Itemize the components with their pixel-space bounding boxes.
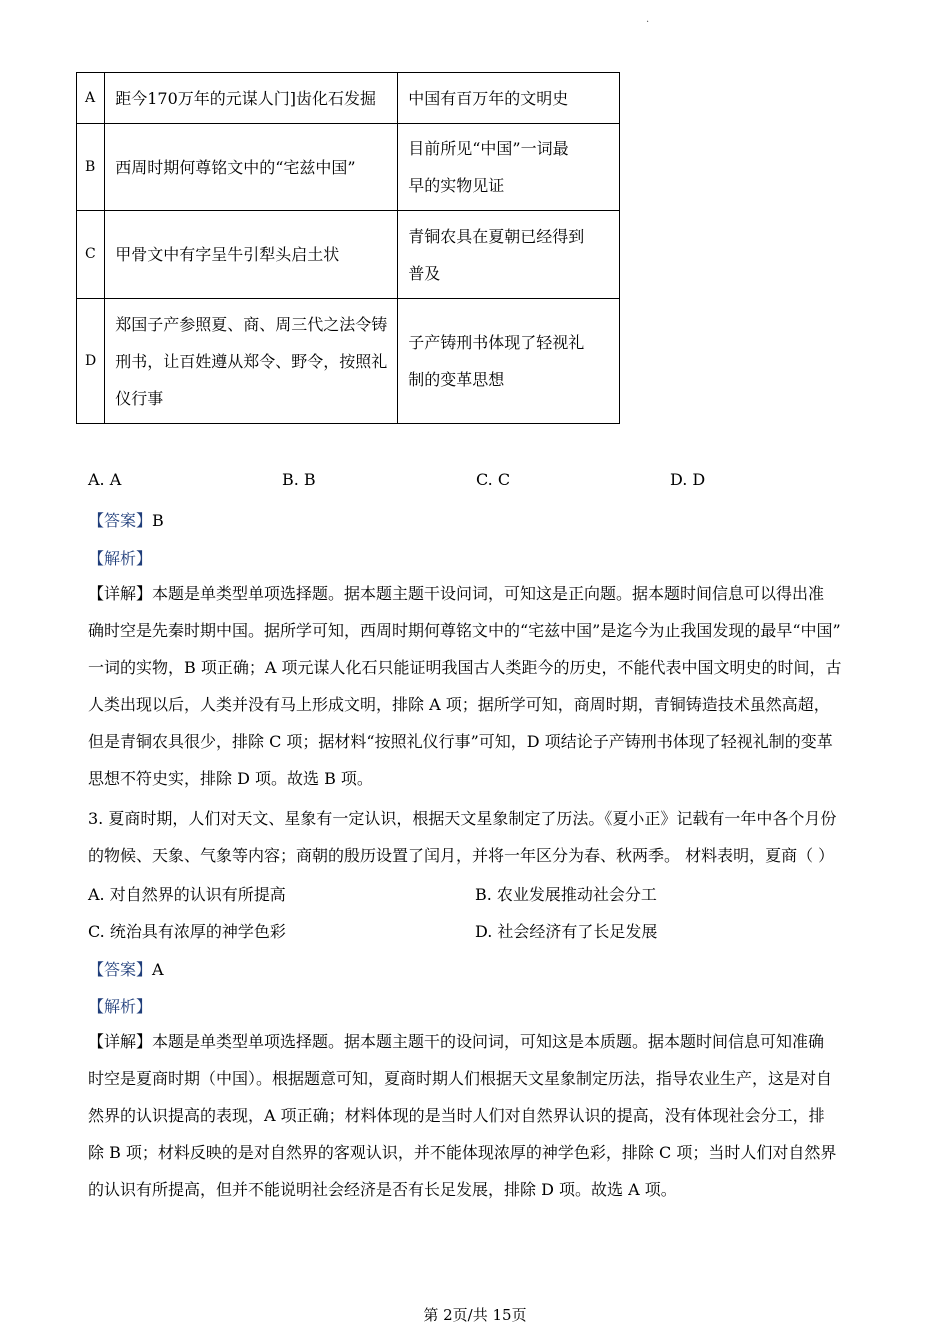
row-right-cell: 子产铸刑书体现了轻视礼 制的变革思想 — [398, 299, 620, 424]
q2-choice-a: A. A — [88, 470, 122, 489]
row-letter: A — [77, 73, 105, 124]
q3-analysis-label: 【解析】 — [88, 997, 153, 1016]
answer-label: 【答案】 — [88, 960, 153, 979]
q3-option-a: A. 对自然界的认识有所提高 — [88, 885, 286, 904]
q2-detail: 【详解】本题是单类型单项选择题。据本题主题干设问词，可知这是正向题。据本题时间信息可以得出准 确时空是先秦时期中国。据所学可知，西周时期何尊铭文中的“宅兹中国”是迄今为止我国发现的最早“中国” 一词的实物，B 项正确；A 项元谋人化石只能证明我国古人类距今的历史，不能代表中国文明史的时间，古 人类出现以后，人类并没有马上形成文明，排除 A 项；据所学可知，商周时期，青铜铸造技术虽然高超， 但是青铜农具很少，排除 C 项；据材料“按照礼仪行事”可知，D 项结论子产铸刑书体现了轻视礼制的变革 思想不符史实，排除 D 项。故选 B 项。 — [88, 584, 842, 788]
header-mark: . — [646, 14, 650, 25]
q3-question: 3. 夏商时期，人们对天文、星象有一定认识，根据天文星象制定了历法。《夏小正》记载有一年中各个月份 的物候、天象、气象等内容；商朝的殷历设置了闰月，并将一年区分为春、秋两季。 材料表明，夏商（ ） — [88, 809, 837, 865]
table-row — [77, 211, 620, 299]
answer-label: 【答案】 — [88, 511, 153, 530]
q2-choice-c: C. C — [476, 470, 511, 489]
q3-option-d: D. 社会经济有了长足发展 — [475, 922, 658, 941]
detail-label: 【详解】 — [88, 1032, 153, 1051]
table-row — [77, 299, 620, 424]
detail-label: 【详解】 — [88, 584, 153, 603]
q2-choices — [88, 470, 888, 494]
q3-option-b: B. 农业发展推动社会分工 — [475, 885, 657, 904]
row-right-cell: 青铜农具在夏朝已经得到 普及 — [398, 211, 620, 299]
q3-option-c: C. 统治具有浓厚的神学色彩 — [88, 922, 286, 941]
row-letter: D — [77, 299, 105, 424]
options-table — [76, 72, 620, 424]
q3-answer — [88, 957, 164, 980]
row-left-cell: 郑国子产参照夏、商、周三代之法令铸 刑书，让百姓遵从郑令、野令，按照礼 仪行事 — [105, 299, 398, 424]
row-left-cell: 甲骨文中有字呈牛引犁头启土状 — [105, 211, 398, 299]
page-footer: 第 2页/共 15页 — [423, 1306, 527, 1324]
row-left-cell: 距今170万年的元谋人门]齿化石发掘 — [105, 73, 398, 124]
row-left-cell: 西周时期何尊铭文中的“宅兹中国” — [105, 124, 398, 211]
row-right-cell: 中国有百万年的文明史 — [398, 73, 620, 124]
answer-value: B — [152, 511, 164, 530]
q3-detail: 【详解】本题是单类型单项选择题。据本题主题干的设问词，可知这是本质题。据本题时间信息可知准确 时空是夏商时期（中国）。根据题意可知，夏商时期人们根据天文星象制定历法，指导农业生产，这是对自 然界的认识提高的表现，A 项正确；材料体现的是当时人们对自然界认识的提高，没有体现社会分工，排 除 B 项；材料反映的是对自然界的客观认识，并不能体现浓厚的神学色彩，排除 C 项；当时人们对自然界 的认识有所提高，但并不能说明社会经济是否有长足发展，排除 D 项。故选 A 项。 — [88, 1032, 837, 1199]
row-letter: B — [77, 124, 105, 211]
answer-value: A — [152, 960, 164, 979]
row-letter: C — [77, 211, 105, 299]
q2-analysis-label: 【解析】 — [88, 549, 153, 568]
q2-choice-b: B. B — [282, 470, 316, 489]
row-right-cell: 目前所见“中国”一词最 早的实物见证 — [398, 124, 620, 211]
q2-choice-d: D. D — [670, 470, 706, 489]
table-row — [77, 73, 620, 124]
table-row — [77, 124, 620, 211]
q2-answer — [88, 508, 164, 531]
